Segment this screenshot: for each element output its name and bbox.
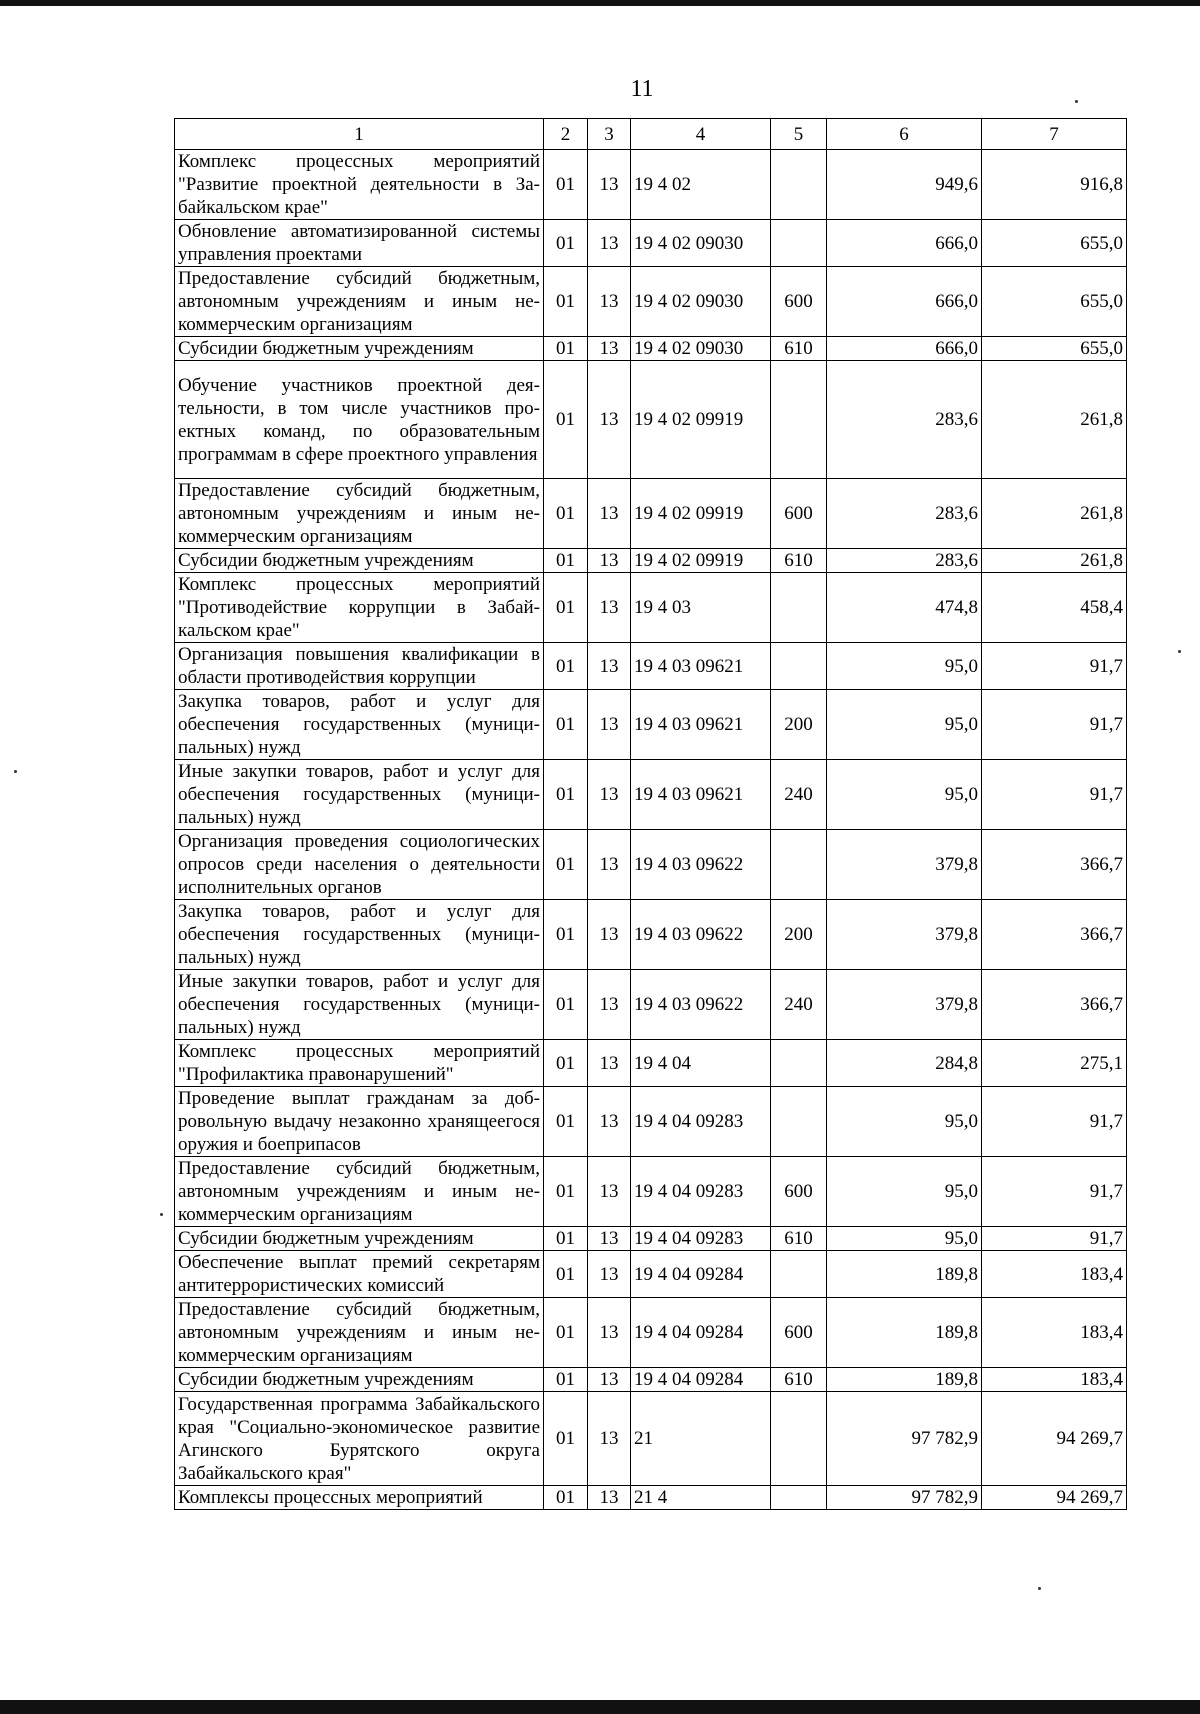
row-subsection: 13 [588, 361, 631, 479]
row-expense-type [771, 643, 827, 690]
row-name: Комплекс процессных мероприятий "Развитие проектной деятельности в Забайкальском крае" [175, 150, 544, 220]
row-subsection: 13 [588, 267, 631, 337]
row-amount-year-1: 189,8 [827, 1368, 982, 1392]
row-amount-year-1: 283,6 [827, 479, 982, 549]
table-row [175, 337, 1127, 361]
row-amount-year-2: 91,7 [982, 1227, 1127, 1251]
row-name: Государственная программа Забайкальского края "Социально-экономическое развитие Агинского Бурятского округа Забайкальского края" [175, 1392, 544, 1486]
row-amount-year-2: 94 269,7 [982, 1392, 1127, 1486]
row-subsection: 13 [588, 643, 631, 690]
row-amount-year-1: 95,0 [827, 1227, 982, 1251]
table-row [175, 1368, 1127, 1392]
row-amount-year-2: 916,8 [982, 150, 1127, 220]
row-section: 01 [544, 900, 588, 970]
row-subsection: 13 [588, 760, 631, 830]
row-subsection: 13 [588, 1087, 631, 1157]
row-subsection: 13 [588, 1392, 631, 1486]
row-name: Комплекс процессных мероприятий "Противодействие коррупции в Забайкальском крае" [175, 573, 544, 643]
row-section: 01 [544, 549, 588, 573]
header-col-1: 1 [175, 119, 544, 150]
row-section: 01 [544, 220, 588, 267]
row-section: 01 [544, 1040, 588, 1087]
table-row [175, 830, 1127, 900]
row-expense-type [771, 361, 827, 479]
row-name: Субсидии бюджетным учреждениям [175, 549, 544, 573]
row-subsection: 13 [588, 1298, 631, 1368]
row-amount-year-1: 283,6 [827, 361, 982, 479]
row-amount-year-1: 379,8 [827, 900, 982, 970]
row-name: Организация повышения квалификации в области противодействия коррупции [175, 643, 544, 690]
row-name: Предоставление субсидий бюджетным, автономным учреждениям и иным некоммерческим организациям [175, 1298, 544, 1368]
row-subsection: 13 [588, 1227, 631, 1251]
row-name: Предоставление субсидий бюджетным, автономным учреждениям и иным некоммерческим организациям [175, 267, 544, 337]
row-expense-type: 600 [771, 1157, 827, 1227]
scan-speck [1038, 1587, 1041, 1590]
row-section: 01 [544, 1157, 588, 1227]
table-row [175, 1040, 1127, 1087]
row-target-code: 19 4 03 09622 [631, 970, 771, 1040]
row-section: 01 [544, 760, 588, 830]
row-amount-year-1: 95,0 [827, 643, 982, 690]
row-expense-type: 610 [771, 1227, 827, 1251]
row-subsection: 13 [588, 220, 631, 267]
row-amount-year-2: 261,8 [982, 479, 1127, 549]
row-section: 01 [544, 1298, 588, 1368]
table-row [175, 760, 1127, 830]
scan-speck [14, 770, 17, 773]
row-target-code: 19 4 03 09621 [631, 760, 771, 830]
row-amount-year-2: 655,0 [982, 337, 1127, 361]
row-amount-year-1: 97 782,9 [827, 1486, 982, 1510]
table-row [175, 573, 1127, 643]
scan-speck [1075, 100, 1078, 103]
row-target-code: 19 4 02 09919 [631, 361, 771, 479]
row-amount-year-2: 366,7 [982, 830, 1127, 900]
row-section: 01 [544, 267, 588, 337]
row-expense-type: 200 [771, 900, 827, 970]
table-row [175, 643, 1127, 690]
table-header [175, 119, 1127, 150]
row-expense-type: 610 [771, 337, 827, 361]
row-subsection: 13 [588, 1157, 631, 1227]
row-target-code: 19 4 03 09622 [631, 900, 771, 970]
row-amount-year-1: 283,6 [827, 549, 982, 573]
row-subsection: 13 [588, 1040, 631, 1087]
row-target-code: 19 4 04 09283 [631, 1157, 771, 1227]
row-amount-year-1: 189,8 [827, 1251, 982, 1298]
row-name: Субсидии бюджетным учреждениям [175, 337, 544, 361]
table-row [175, 479, 1127, 549]
row-amount-year-2: 91,7 [982, 1157, 1127, 1227]
table-row [175, 1486, 1127, 1510]
header-col-2: 2 [544, 119, 588, 150]
row-amount-year-1: 95,0 [827, 1157, 982, 1227]
row-target-code: 19 4 03 [631, 573, 771, 643]
row-section: 01 [544, 970, 588, 1040]
row-subsection: 13 [588, 970, 631, 1040]
row-amount-year-2: 183,4 [982, 1368, 1127, 1392]
row-section: 01 [544, 479, 588, 549]
row-section: 01 [544, 361, 588, 479]
row-subsection: 13 [588, 690, 631, 760]
budget-table [174, 118, 1127, 1510]
row-amount-year-1: 284,8 [827, 1040, 982, 1087]
row-expense-type [771, 220, 827, 267]
page-number: 11 [630, 76, 654, 102]
table-row [175, 970, 1127, 1040]
row-amount-year-2: 94 269,7 [982, 1486, 1127, 1510]
row-subsection: 13 [588, 1368, 631, 1392]
row-expense-type: 240 [771, 970, 827, 1040]
header-col-6: 6 [827, 119, 982, 150]
row-target-code: 19 4 02 09030 [631, 267, 771, 337]
row-amount-year-2: 91,7 [982, 690, 1127, 760]
row-expense-type [771, 1251, 827, 1298]
row-name: Обновление автоматизированной системы управления проектами [175, 220, 544, 267]
row-name: Комплекс процессных мероприятий "Профилактика правонарушений" [175, 1040, 544, 1087]
row-target-code: 19 4 02 09919 [631, 549, 771, 573]
row-amount-year-2: 91,7 [982, 643, 1127, 690]
row-amount-year-2: 261,8 [982, 361, 1127, 479]
row-section: 01 [544, 573, 588, 643]
row-amount-year-2: 183,4 [982, 1298, 1127, 1368]
row-amount-year-2: 183,4 [982, 1251, 1127, 1298]
row-target-code: 19 4 02 09919 [631, 479, 771, 549]
row-section: 01 [544, 150, 588, 220]
row-name: Обеспечение выплат премий секретарям антитеррористических комиссий [175, 1251, 544, 1298]
row-target-code: 19 4 03 09621 [631, 643, 771, 690]
row-amount-year-1: 666,0 [827, 267, 982, 337]
row-amount-year-2: 91,7 [982, 760, 1127, 830]
table-row [175, 267, 1127, 337]
row-amount-year-2: 91,7 [982, 1087, 1127, 1157]
row-section: 01 [544, 1368, 588, 1392]
row-subsection: 13 [588, 549, 631, 573]
row-amount-year-2: 261,8 [982, 549, 1127, 573]
row-section: 01 [544, 1392, 588, 1486]
row-amount-year-2: 655,0 [982, 220, 1127, 267]
row-section: 01 [544, 830, 588, 900]
row-name: Закупка товаров, работ и услуг для обеспечения государственных (муниципальных) нужд [175, 900, 544, 970]
row-amount-year-1: 949,6 [827, 150, 982, 220]
row-amount-year-1: 95,0 [827, 1087, 982, 1157]
row-name: Предоставление субсидий бюджетным, автономным учреждениям и иным некоммерческим организациям [175, 479, 544, 549]
table-row [175, 1157, 1127, 1227]
row-section: 01 [544, 1251, 588, 1298]
row-target-code: 19 4 04 09283 [631, 1087, 771, 1157]
row-name: Проведение выплат гражданам за добровольную выдачу незаконно хранящеегося оружия и боеприпасов [175, 1087, 544, 1157]
row-expense-type: 200 [771, 690, 827, 760]
table-row [175, 549, 1127, 573]
row-subsection: 13 [588, 1486, 631, 1510]
row-target-code: 19 4 03 09621 [631, 690, 771, 760]
header-col-3: 3 [588, 119, 631, 150]
table-row [175, 900, 1127, 970]
header-col-4: 4 [631, 119, 771, 150]
row-amount-year-2: 275,1 [982, 1040, 1127, 1087]
table-row [175, 690, 1127, 760]
row-expense-type: 610 [771, 549, 827, 573]
row-amount-year-1: 666,0 [827, 337, 982, 361]
row-expense-type [771, 573, 827, 643]
row-amount-year-2: 366,7 [982, 900, 1127, 970]
row-target-code: 19 4 04 09284 [631, 1298, 771, 1368]
row-amount-year-1: 97 782,9 [827, 1392, 982, 1486]
row-subsection: 13 [588, 337, 631, 361]
row-amount-year-1: 379,8 [827, 830, 982, 900]
row-amount-year-1: 95,0 [827, 760, 982, 830]
row-name: Обучение участников проектной деятельности, в том числе участников проектных команд, по образовательным программам в сфере проектного управления [175, 361, 544, 479]
row-section: 01 [544, 1227, 588, 1251]
row-subsection: 13 [588, 830, 631, 900]
row-target-code: 19 4 02 09030 [631, 337, 771, 361]
row-amount-year-1: 666,0 [827, 220, 982, 267]
row-target-code: 21 [631, 1392, 771, 1486]
row-expense-type: 610 [771, 1368, 827, 1392]
header-col-5: 5 [771, 119, 827, 150]
row-target-code: 19 4 02 [631, 150, 771, 220]
row-target-code: 21 4 [631, 1486, 771, 1510]
row-target-code: 19 4 04 09284 [631, 1251, 771, 1298]
row-amount-year-1: 189,8 [827, 1298, 982, 1368]
row-amount-year-2: 366,7 [982, 970, 1127, 1040]
row-section: 01 [544, 1486, 588, 1510]
row-name: Комплексы процессных мероприятий [175, 1486, 544, 1510]
row-expense-type [771, 150, 827, 220]
row-subsection: 13 [588, 900, 631, 970]
row-amount-year-1: 379,8 [827, 970, 982, 1040]
row-target-code: 19 4 03 09622 [631, 830, 771, 900]
row-name: Предоставление субсидий бюджетным, автономным учреждениям и иным некоммерческим организациям [175, 1157, 544, 1227]
row-amount-year-2: 458,4 [982, 573, 1127, 643]
scan-speck [160, 1213, 163, 1216]
row-section: 01 [544, 690, 588, 760]
scan-speck [1178, 650, 1181, 653]
row-name: Закупка товаров, работ и услуг для обеспечения государственных (муниципальных) нужд [175, 690, 544, 760]
row-section: 01 [544, 337, 588, 361]
row-name: Иные закупки товаров, работ и услуг для обеспечения государственных (муниципальных) нужд [175, 970, 544, 1040]
table-row [175, 1087, 1127, 1157]
row-expense-type [771, 1040, 827, 1087]
table-row [175, 1251, 1127, 1298]
row-subsection: 13 [588, 573, 631, 643]
row-amount-year-1: 474,8 [827, 573, 982, 643]
table-row [175, 220, 1127, 267]
row-expense-type: 600 [771, 479, 827, 549]
scan-top-border [0, 0, 1200, 6]
row-target-code: 19 4 04 09284 [631, 1368, 771, 1392]
row-target-code: 19 4 02 09030 [631, 220, 771, 267]
row-section: 01 [544, 643, 588, 690]
row-expense-type [771, 1087, 827, 1157]
row-name: Субсидии бюджетным учреждениям [175, 1227, 544, 1251]
row-name: Субсидии бюджетным учреждениям [175, 1368, 544, 1392]
row-expense-type [771, 1392, 827, 1486]
header-row [175, 119, 1127, 150]
row-name: Организация проведения социологических опросов среди населения о деятельности исполнительных органов [175, 830, 544, 900]
row-target-code: 19 4 04 09283 [631, 1227, 771, 1251]
table-row [175, 361, 1127, 479]
table-row [175, 1298, 1127, 1368]
row-expense-type [771, 830, 827, 900]
row-target-code: 19 4 04 [631, 1040, 771, 1087]
scan-bottom-border [0, 1700, 1200, 1714]
row-expense-type: 600 [771, 267, 827, 337]
row-name: Иные закупки товаров, работ и услуг для обеспечения государственных (муниципальных) нужд [175, 760, 544, 830]
row-section: 01 [544, 1087, 588, 1157]
table-row [175, 150, 1127, 220]
row-amount-year-2: 655,0 [982, 267, 1127, 337]
table-row [175, 1392, 1127, 1486]
row-expense-type [771, 1486, 827, 1510]
row-amount-year-1: 95,0 [827, 690, 982, 760]
row-subsection: 13 [588, 1251, 631, 1298]
table-body [175, 150, 1127, 1510]
row-expense-type: 240 [771, 760, 827, 830]
row-subsection: 13 [588, 479, 631, 549]
table-row [175, 1227, 1127, 1251]
row-expense-type: 600 [771, 1298, 827, 1368]
header-col-7: 7 [982, 119, 1127, 150]
row-subsection: 13 [588, 150, 631, 220]
